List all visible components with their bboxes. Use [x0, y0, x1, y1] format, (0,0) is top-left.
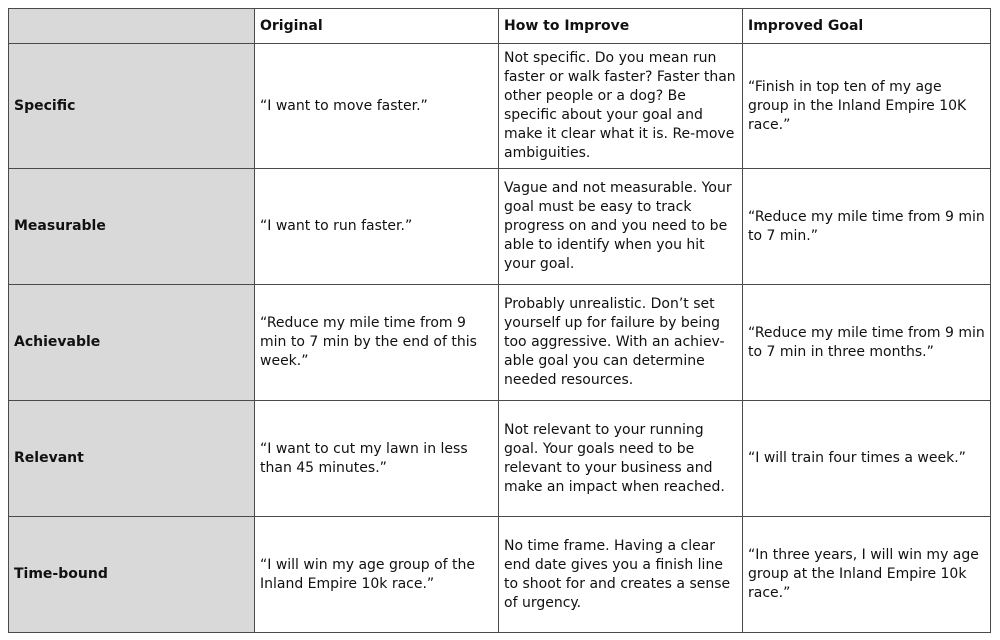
header-corner-cell	[9, 9, 255, 44]
how-to-improve-cell: No time frame. Having a clear end date gives you a finish line to shoot for and creates a sense of urgency.	[499, 517, 743, 633]
how-to-improve-cell: Not specific. Do you mean run faster or walk faster? Faster than other people or a dog? Be specific about your goal and make it clear what it is. Re-move ambiguities.	[499, 44, 743, 169]
criterion-cell: Achievable	[9, 285, 255, 401]
header-row	[9, 9, 991, 44]
how-to-improve-cell: Not relevant to your running goal. Your goals need to be relevant to your business and make an impact when reached.	[499, 401, 743, 517]
improved-goal-cell: “Finish in top ten of my age group in the Inland Empire 10K race.”	[743, 44, 991, 169]
header-original: Original	[255, 9, 499, 44]
original-cell: “I want to move faster.”	[255, 44, 499, 169]
smart-goals-table	[8, 8, 991, 633]
table-row	[9, 517, 991, 633]
how-to-improve-cell: Vague and not measurable. Your goal must be easy to track progress on and you need to be able to identify when you hit your goal.	[499, 169, 743, 285]
criterion-cell: Specific	[9, 44, 255, 169]
improved-goal-cell: “I will train four times a week.”	[743, 401, 991, 517]
improved-goal-cell: “Reduce my mile time from 9 min to 7 min.”	[743, 169, 991, 285]
header-how-to-improve: How to Improve	[499, 9, 743, 44]
table-row	[9, 44, 991, 169]
table-row	[9, 401, 991, 517]
original-cell: “Reduce my mile time from 9 min to 7 min by the end of this week.”	[255, 285, 499, 401]
table-row	[9, 285, 991, 401]
table-row	[9, 169, 991, 285]
original-cell: “I want to run faster.”	[255, 169, 499, 285]
improved-goal-cell: “In three years, I will win my age group at the Inland Empire 10k race.”	[743, 517, 991, 633]
original-cell: “I will win my age group of the Inland Empire 10k race.”	[255, 517, 499, 633]
criterion-cell: Measurable	[9, 169, 255, 285]
criterion-cell: Relevant	[9, 401, 255, 517]
table-header	[9, 9, 991, 44]
improved-goal-cell: “Reduce my mile time from 9 min to 7 min in three months.”	[743, 285, 991, 401]
table-body	[9, 44, 991, 633]
criterion-cell: Time-bound	[9, 517, 255, 633]
header-improved-goal: Improved Goal	[743, 9, 991, 44]
original-cell: “I want to cut my lawn in less than 45 minutes.”	[255, 401, 499, 517]
how-to-improve-cell: Probably unrealistic. Don’t set yourself up for failure by being too aggressive. With an achiev-able goal you can determine needed resources.	[499, 285, 743, 401]
